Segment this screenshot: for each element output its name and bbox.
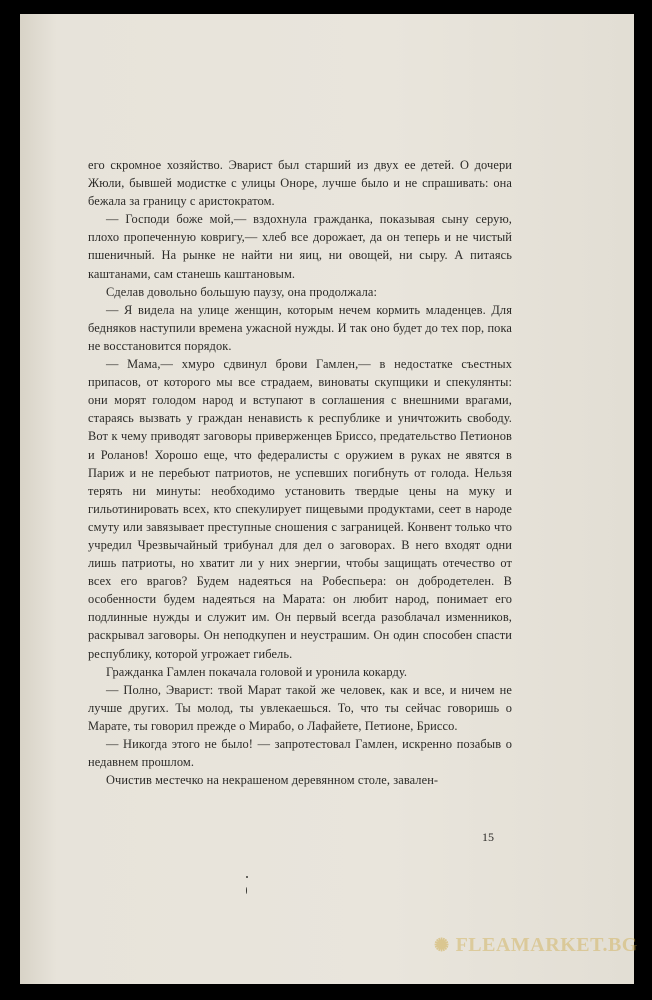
- paragraph: Сделав довольно большую паузу, она продолжала:: [106, 284, 377, 299]
- paragraph: — Я видела на улице женщин, которым нечем кормить младенцев. Для бедняков наступили времена ужасной нужды. И так оно будет до тех пор, пока не восстановится порядок.: [88, 302, 512, 353]
- paragraph: Очистив местечко на некрашеном деревянном столе, завален-: [106, 773, 439, 788]
- paragraph: — Мама,— хмуро сдвинул брови Гамлен,— в недостатке съестных припасов, от которого мы все страдаем, виноваты скупщики и спекулянты: они морят голодом народ и вступают в соглашения с внешними врагами, стараясь вызвать у граждан ненависть к республике и уничтожить свободу. Вот к чему приводят заговоры приверженцев Бриссо, предательство Петионов и Роланов! Хорошо еще, что федералисты с оружием в руках не явятся в Париж и не перебьют патриотов, не успевших погибнуть от голода. Нельзя терять ни минуты: необходимо установить твердые цены на муку и гильотинировать всех, кто спекулирует пищевыми продуктами, сеет в народе смуту или завязывает преступные сношения с заграницей. Конвент только что учредил Чрезвычайный трибунал для дел о заговорах. В него входят одни лишь патриоты, но хватит ли у них энергии, чтобы защищать отечество от всех его врагов? Будем надеяться на Робеспьера: он добродетелен. В особенности будем надеяться на Марата: он любит народ, понимает его подлинные нужды и служит им. Он первый всегда разоблачал изменников, раскрывал заговоры. Он неподкупен и неустрашим. Он один способен спасти республику, которой угрожает гибель.: [88, 357, 512, 661]
- book-page: [20, 14, 634, 984]
- page-text: [88, 156, 512, 789]
- flea-icon: ✺: [434, 935, 450, 955]
- watermark: [434, 934, 638, 957]
- paragraph: — Полно, Эварист: твой Марат такой же человек, как и все, и ничем не лучше других. Ты молод, ты увлекаешься. То, что ты сейчас говоришь о Марате, ты говорил прежде о Мирабо, о Лафайете, Петионе, Бриссо.: [88, 682, 512, 733]
- paper-speck: [246, 876, 248, 878]
- paper-speck: [246, 887, 247, 894]
- paragraph: Гражданка Гамлен покачала головой и уронила кокарду.: [106, 664, 408, 679]
- watermark-text: FLEAMARKET.BG: [455, 934, 638, 956]
- page-number: 15: [482, 830, 494, 844]
- paragraph: его скромное хозяйство. Эварист был старший из двух ее детей. О дочери Жюли, бывшей модистке с улицы Оноре, лучше было и не спрашивать: она бежала за границу с аристократом.: [88, 158, 512, 209]
- paragraph: — Господи боже мой,— вздохнула гражданка, показывая сыну серую, плохо пропеченную ковригу,— хлеб все дорожает, да он теперь и не чистый пшеничный. На рынке не найти ни яиц, ни овощей, ни сыру. А питаясь каштанами, сам станешь каштановым.: [88, 212, 512, 281]
- paragraph: — Никогда этого не было! — запротестовал Гамлен, искренно позабыв о недавнем прошлом.: [88, 737, 512, 770]
